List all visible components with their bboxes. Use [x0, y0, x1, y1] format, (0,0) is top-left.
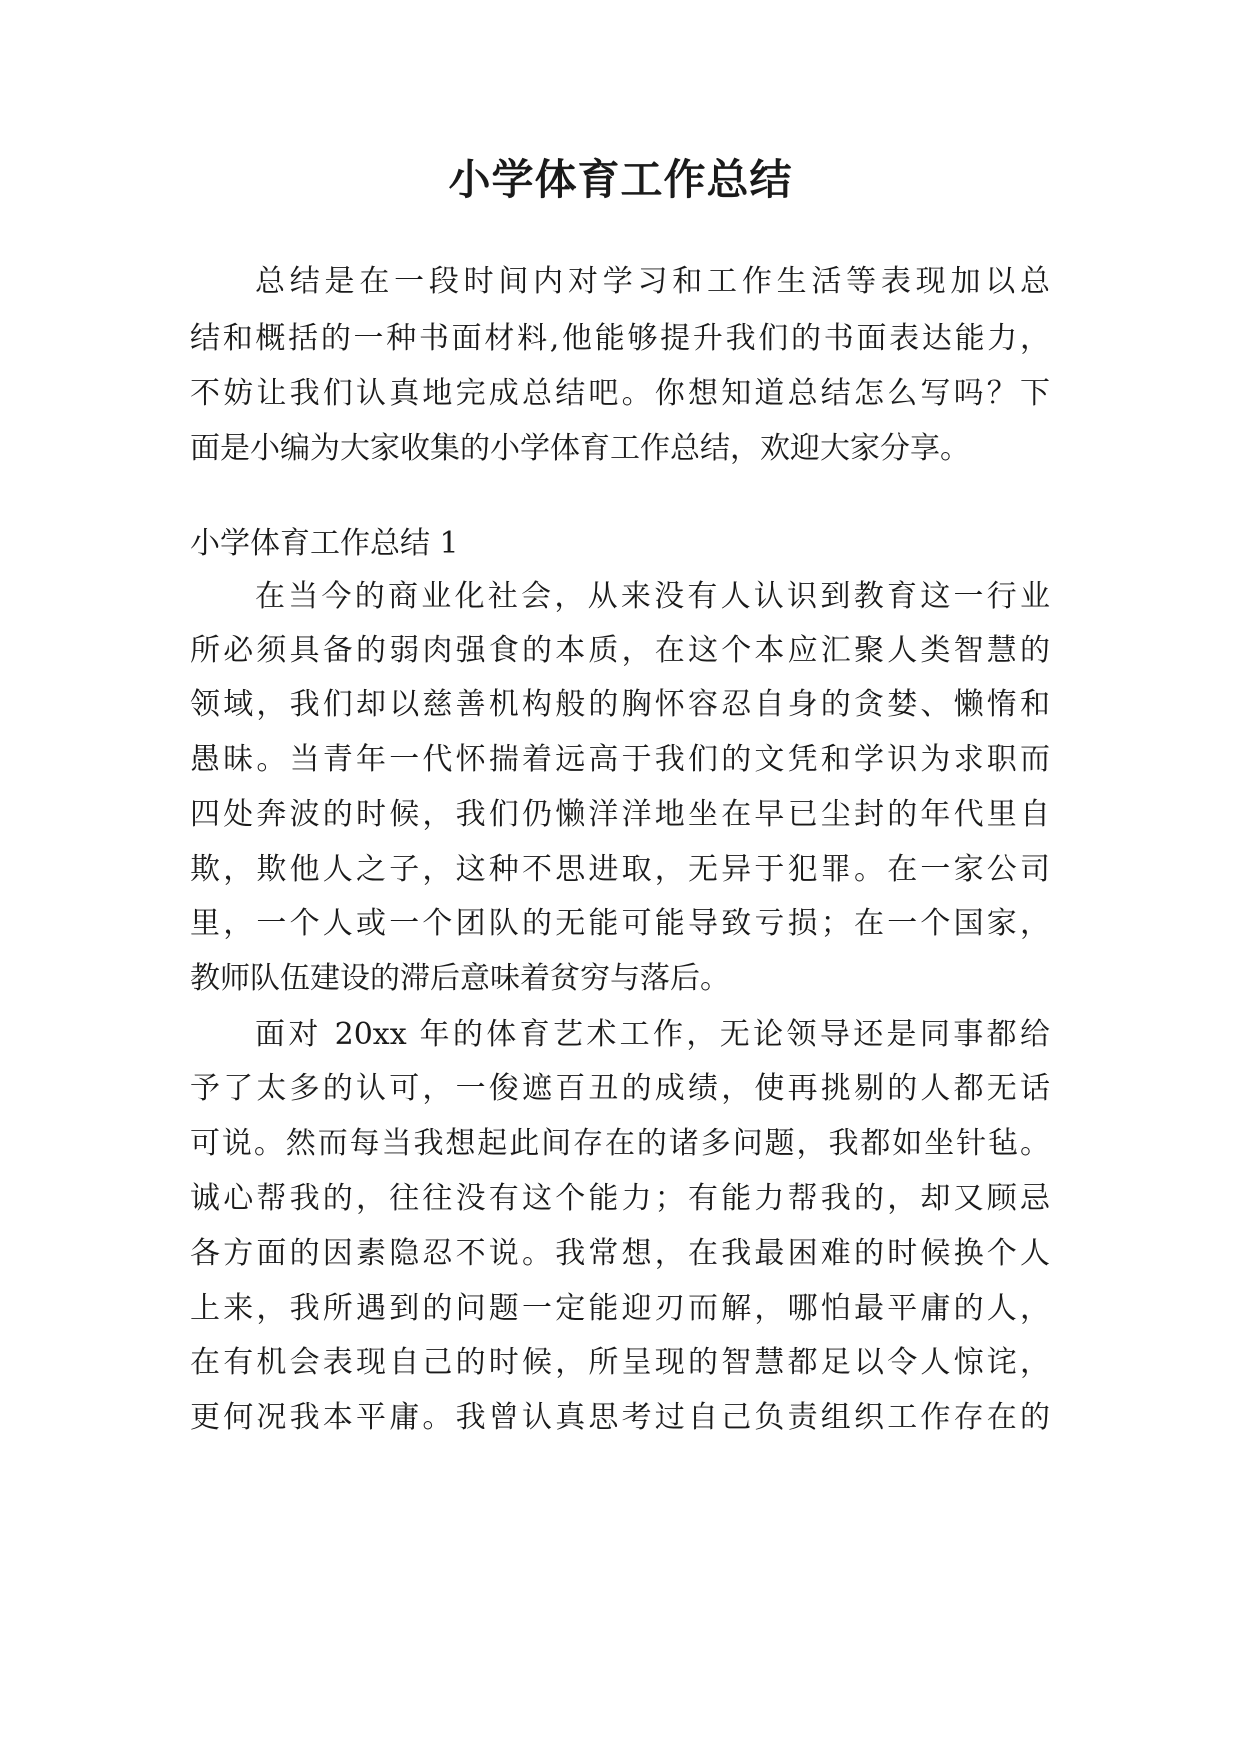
paragraph-line: 所必须具备的弱肉强食的本质，在这个本应汇聚人类智慧的 — [190, 633, 1050, 668]
paragraph-line: 诚心帮我的，往往没有这个能力；有能力帮我的，却又顾忌 — [190, 1181, 1050, 1216]
paragraph-line: 在当今的商业化社会，从来没有人认识到教育这一行业 — [255, 579, 1050, 614]
intro-line: 不妨让我们认真地完成总结吧。你想知道总结怎么写吗？下 — [190, 376, 1050, 411]
paragraph-line: 可说。然而每当我想起此间存在的诸多问题，我都如坐针毡。 — [190, 1126, 1050, 1161]
paragraph-line: 欺，欺他人之子，这种不思进取，无异于犯罪。在一家公司 — [190, 852, 1050, 887]
document-title: 小学体育工作总结 — [448, 155, 793, 204]
paragraph-line: 面对 20xx 年的体育艺术工作，无论领导还是同事都给 — [255, 1017, 1050, 1052]
paragraph-line: 在有机会表现自己的时候，所呈现的智慧都足以令人惊诧， — [190, 1345, 1050, 1380]
paragraph-line: 愚昧。当青年一代怀揣着远高于我们的文凭和学识为求职而 — [190, 742, 1050, 777]
paragraph-line: 教师队伍建设的滞后意味着贫穷与落后。 — [190, 961, 730, 996]
paragraph-line: 上来，我所遇到的问题一定能迎刃而解，哪怕最平庸的人， — [190, 1291, 1050, 1326]
section-heading: 小学体育工作总结 1 — [190, 526, 459, 561]
intro-line: 面是小编为大家收集的小学体育工作总结，欢迎大家分享。 — [190, 431, 970, 466]
intro-line: 结和概括的一种书面材料,他能够提升我们的书面表达能力， — [190, 321, 1050, 356]
paragraph-line: 予了太多的认可，一俊遮百丑的成绩，使再挑剔的人都无话 — [190, 1071, 1050, 1106]
paragraph-line: 里，一个人或一个团队的无能可能导致亏损；在一个国家， — [190, 906, 1050, 941]
paragraph-line: 各方面的因素隐忍不说。我常想，在我最困难的时候换个人 — [190, 1236, 1050, 1271]
paragraph-line: 更何况我本平庸。我曾认真思考过自己负责组织工作存在的 — [190, 1400, 1050, 1435]
intro-line: 总结是在一段时间内对学习和工作生活等表现加以总 — [255, 264, 1050, 299]
paragraph-line: 领域，我们却以慈善机构般的胸怀容忍自身的贪婪、懒惰和 — [190, 687, 1050, 722]
paragraph-line: 四处奔波的时候，我们仍懒洋洋地坐在早已尘封的年代里自 — [190, 797, 1050, 832]
